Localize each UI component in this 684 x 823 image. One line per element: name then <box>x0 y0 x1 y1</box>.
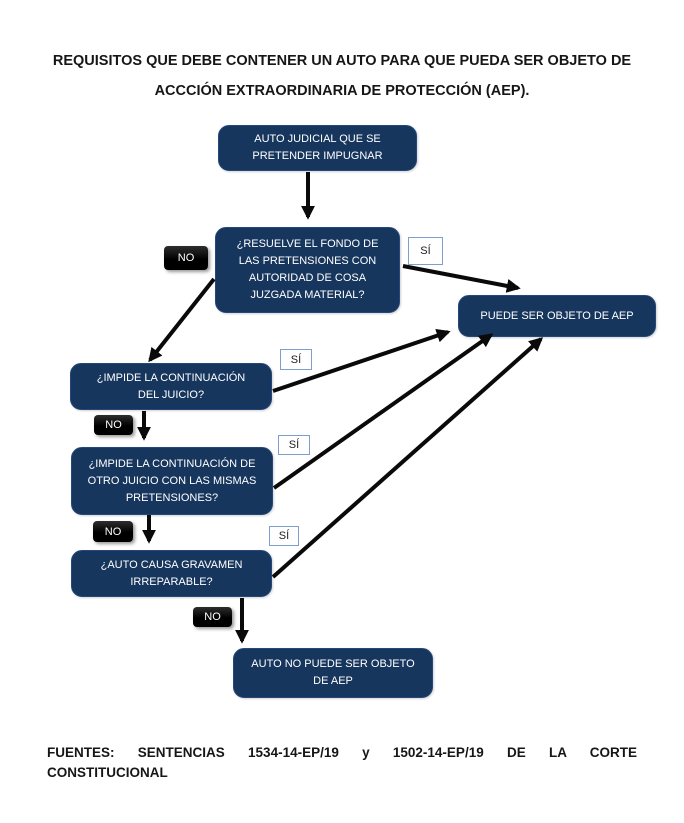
footer-line-1: FUENTES: SENTENCIAS 1534-14-EP/19 y 1502-14-EP/19 DE LA CORTE <box>47 745 637 760</box>
edge-label-si-2: SÍ <box>280 349 312 370</box>
node-auto-judicial <box>218 125 417 171</box>
node-impide-continuacion-juicio <box>70 363 272 410</box>
node-label: PUEDE SER OBJETO DE AEP <box>480 309 634 322</box>
arrow-resuelve-si-to-puede <box>403 266 518 288</box>
page-title <box>32 46 652 106</box>
edge-label-no-3: NO <box>93 521 133 542</box>
node-puede-ser-objeto-aep <box>458 295 656 337</box>
node-gravamen-irreparable <box>71 550 272 597</box>
edge-label-si-3: SÍ <box>278 435 310 455</box>
node-label: ¿IMPIDE LA CONTINUACIÓN DE OTRO JUICIO CON LAS MISMAS PRETENSIONES? <box>87 457 257 504</box>
edge-label-no-1: NO <box>164 246 208 270</box>
edge-label-si-4: SÍ <box>269 526 299 546</box>
node-no-puede-ser-objeto-aep <box>233 648 433 698</box>
title-line-2: ACCCIÓN EXTRAORDINARIA DE PROTECCIÓN (AEP). <box>154 83 530 99</box>
edge-label-no-4: NO <box>193 607 232 627</box>
footer-line-2: CONSTITUCIONAL <box>47 765 168 780</box>
arrow-gravamen-si-to-puede <box>273 339 541 577</box>
node-label: AUTO NO PUEDE SER OBJETO DE AEP <box>251 658 415 687</box>
node-label: ¿RESUELVE EL FONDO DE LAS PRETENSIONES CON AUTORIDAD DE COSA JUZGADA MATERIAL? <box>236 238 379 301</box>
title-line-1: REQUISITOS QUE DEBE CONTENER UN AUTO PARA QUE PUEDA SER OBJETO DE <box>52 53 632 69</box>
edge-label-no-2: NO <box>94 415 133 435</box>
edge-label-si-1: SÍ <box>408 237 443 265</box>
node-label: ¿IMPIDE LA CONTINUACIÓN DEL JUICIO? <box>96 371 246 401</box>
node-label: ¿AUTO CAUSA GRAVAMEN IRREPARABLE? <box>100 558 243 588</box>
node-resuelve-fondo <box>215 227 400 313</box>
sources-footer <box>47 743 637 783</box>
arrow-resuelve-no-to-impide <box>150 279 214 360</box>
node-label: AUTO JUDICIAL QUE SE PRETENDER IMPUGNAR <box>252 133 383 162</box>
node-impide-otro-juicio <box>71 447 273 515</box>
